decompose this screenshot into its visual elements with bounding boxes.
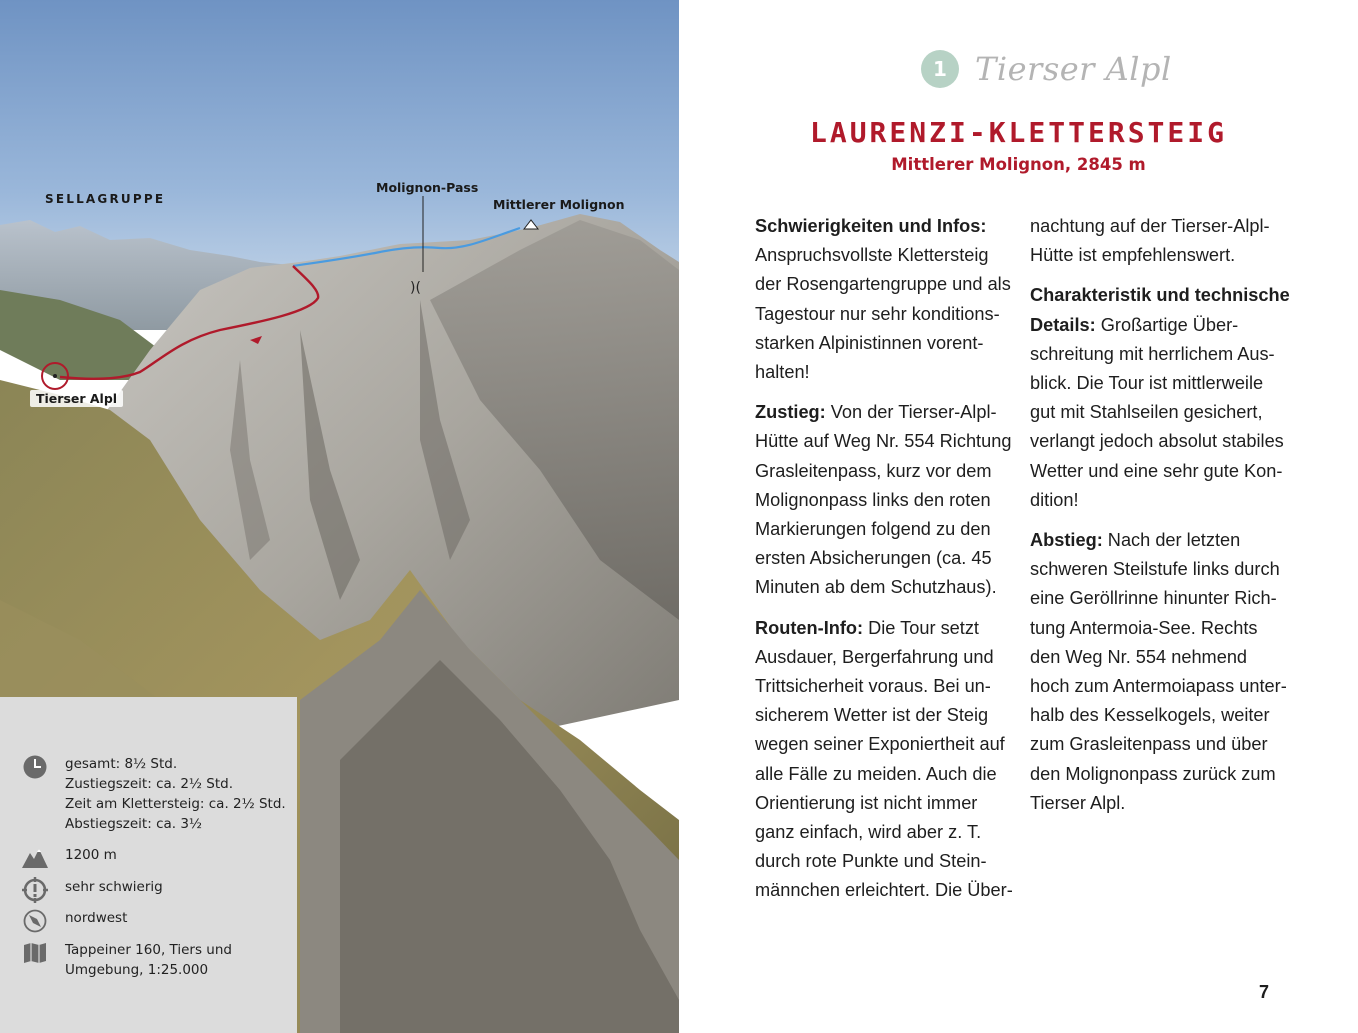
text-line: tung Antermoia-See. Rechts <box>1030 617 1258 638</box>
tour-info-box <box>0 697 297 1033</box>
text-line: durch rote Punkte und Stein- <box>755 851 987 872</box>
text-line: schreitung mit herrlichem Aus- <box>1030 343 1275 364</box>
label-tierser-alpl: Tierser Alpl <box>30 390 123 407</box>
chapter-heading <box>921 50 1172 88</box>
map-icon <box>20 940 50 966</box>
info-difficulty <box>20 877 163 903</box>
section-route-info <box>755 614 1020 906</box>
section-difficulty-info <box>755 212 1020 387</box>
text-line <box>1030 311 1300 340</box>
text-line: den Weg Nr. 554 nehmend <box>1030 646 1248 667</box>
section-heading: Routen-Info: <box>755 617 864 638</box>
text-line <box>755 398 1020 427</box>
text-line: Minuten ab dem Schutzhaus). <box>755 577 997 598</box>
info-time-descent: Abstiegszeit: ca. 3½ <box>65 816 203 832</box>
text-line: der Rosengartengruppe und als <box>755 274 1011 295</box>
text-line: schweren Steilstufe links durch <box>1030 559 1280 580</box>
text-line: dition! <box>1030 489 1079 510</box>
text-line: sicherem Wetter ist der Steig <box>755 705 989 726</box>
text-line <box>755 614 1020 643</box>
section-approach <box>755 398 1020 602</box>
info-time <box>20 754 286 834</box>
text-line <box>1030 526 1300 555</box>
chapter-number-badge: 1 <box>921 50 959 88</box>
tour-subtitle: Mittlerer Molignon, 2845 m <box>891 155 1146 174</box>
label-molignon-pass: Molignon-Pass <box>376 180 479 195</box>
text-line: alle Fälle zu meiden. Auch die <box>755 763 997 784</box>
text-line: nachtung auf der Tierser-Alpl- <box>1030 216 1270 236</box>
text-fragment: Großartige Über- <box>1095 314 1239 335</box>
info-time-climb: Zeit am Klettersteig: ca. 2½ Std. <box>65 796 286 812</box>
text-line: Tierser Alpl. <box>1030 792 1126 813</box>
section-heading: Charakteristik und technische <box>1030 285 1290 306</box>
info-difficulty-value: sehr schwierig <box>65 879 163 895</box>
text-line: Hütte ist empfehlenswert. <box>1030 245 1236 266</box>
info-orientation <box>20 908 127 934</box>
section-descent <box>1030 526 1300 818</box>
text-line: verlangt jedoch absolut stabiles <box>1030 431 1284 452</box>
text-line: Ausdauer, Bergerfahrung und <box>755 646 994 667</box>
text-line: Trittsicherheit voraus. Bei un- <box>755 676 991 697</box>
text-line: ersten Absicherungen (ca. 45 <box>755 548 992 569</box>
info-elevation <box>20 845 117 871</box>
section-heading: Details: <box>1030 314 1096 335</box>
info-time-approach: Zustiegszeit: ca. 2½ Std. <box>65 776 234 792</box>
text-line: Markierungen folgend zu den <box>755 519 991 540</box>
text-line: eine Geröllrinne hinunter Rich- <box>1030 588 1277 609</box>
text-line: Anspruchsvollste Klettersteig <box>755 245 989 266</box>
text-line: hoch zum Antermoiapass unter- <box>1030 676 1287 697</box>
info-orientation-value: nordwest <box>65 910 128 926</box>
section-route-info-continued <box>1030 212 1300 270</box>
page-number: 7 <box>1259 982 1270 1002</box>
svg-text:)(: )( <box>410 280 421 296</box>
text-column-left <box>755 212 1020 917</box>
section-heading: Schwierigkeiten und Infos: <box>755 216 987 236</box>
info-map <box>20 940 232 980</box>
text-line: wegen seiner Exponiertheit auf <box>755 734 1005 755</box>
text-line: männchen erleichtert. Die Über- <box>755 880 1013 901</box>
mountain-icon <box>20 845 50 871</box>
text-line: starken Alpinistinnen vorent- <box>755 332 984 353</box>
section-heading: Abstieg: <box>1030 530 1103 551</box>
text-line: Tagestour nur sehr konditions- <box>755 303 1000 324</box>
text-line: Molignonpass links den roten <box>755 489 991 510</box>
tour-title: LAURENZI-KLETTERSTEIG <box>809 116 1227 149</box>
section-heading: Zustieg: <box>755 402 826 423</box>
info-map-line2: Umgebung, 1:25.000 <box>65 962 209 978</box>
text-line: blick. Die Tour ist mittlerweile <box>1030 373 1264 394</box>
text-line: ganz einfach, wird aber z. T. <box>755 822 982 843</box>
label-mittlerer-molignon: Mittlerer Molignon <box>493 197 625 212</box>
chapter-name: Tierser Alpl <box>975 50 1172 88</box>
text-page <box>679 0 1358 1033</box>
text-line: halten! <box>755 362 810 383</box>
text-line: halb des Kesselkogels, weiter <box>1030 705 1270 726</box>
info-elevation-value: 1200 m <box>65 847 117 863</box>
clock-icon <box>20 754 50 780</box>
info-time-total: gesamt: 8½ Std. <box>65 756 178 772</box>
difficulty-icon <box>20 877 50 903</box>
text-line: zum Grasleitenpass und über <box>1030 734 1268 755</box>
compass-icon <box>20 908 50 934</box>
text-line: Hütte auf Weg Nr. 554 Richtung <box>755 431 1012 452</box>
text-fragment: Nach der letzten <box>1102 530 1241 551</box>
text-line: Orientierung ist nicht immer <box>755 792 978 813</box>
text-fragment: Die Tour setzt <box>863 617 979 638</box>
section-characteristics <box>1030 281 1300 515</box>
label-sellagruppe: SELLAGRUPPE <box>45 192 166 206</box>
text-line: Grasleitenpass, kurz vor dem <box>755 460 992 481</box>
info-map-line1: Tappeiner 160, Tiers und <box>65 942 232 958</box>
text-fragment: Von der Tierser-Alpl- <box>825 402 997 423</box>
text-line: den Molignonpass zurück zum <box>1030 763 1276 784</box>
text-line: Wetter und eine sehr gute Kon- <box>1030 460 1283 481</box>
text-column-right <box>1030 212 1300 829</box>
text-line: gut mit Stahlseilen gesichert, <box>1030 402 1263 423</box>
